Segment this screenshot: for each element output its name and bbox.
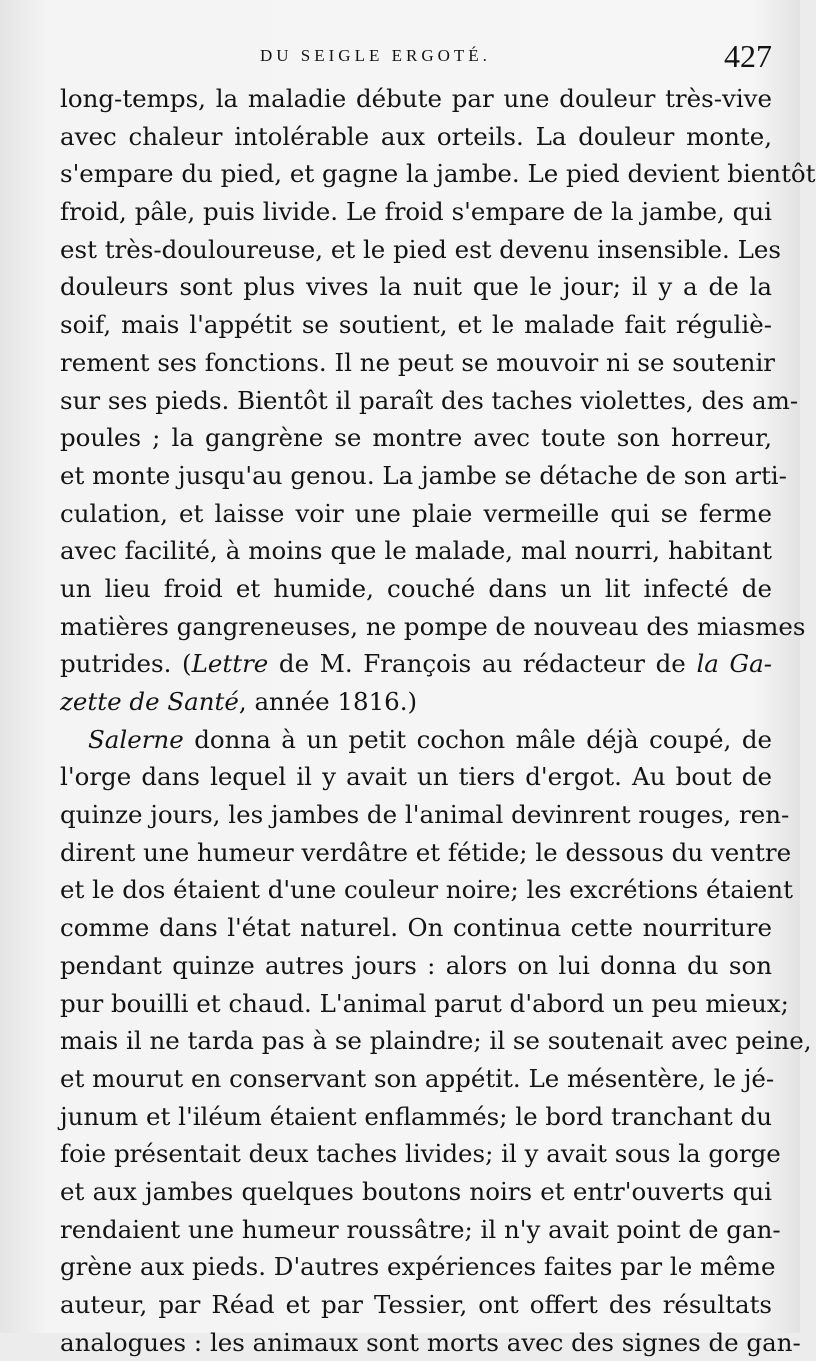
text-segment: de M. François au rédacteur de xyxy=(268,649,697,679)
running-title: DU SEIGLE ERGOTÉ. xyxy=(260,46,491,65)
text-line xyxy=(60,118,772,156)
text-segment: auteur, par Réad et par Tessier, ont offert des résultats xyxy=(60,1290,772,1319)
text-line xyxy=(60,344,776,382)
text-segment: rement ses fonctions. Il ne peut se mouvoir ni se soutenir xyxy=(60,347,776,377)
text-line xyxy=(60,1098,772,1136)
text-line xyxy=(60,1248,776,1286)
text-segment: foie présentait deux taches livides; il y avait sous la gorge xyxy=(60,1139,781,1169)
text-segment: et aux jambes quelques boutons noirs et entr'ouverts qui xyxy=(60,1176,772,1206)
text-line xyxy=(60,231,781,269)
text-segment: et le dos étaient d'une couleur noire; les excrétions étaient xyxy=(60,875,793,905)
text-line xyxy=(60,1286,772,1324)
text-line xyxy=(60,193,772,231)
text-segment: donna à un petit cochon mâle déjà coupé, de xyxy=(183,724,772,754)
text-segment: douleurs sont plus vives la nuit que le jour; il y a de la xyxy=(60,272,772,302)
italic-text: zette de Santé xyxy=(60,687,239,716)
text-line xyxy=(60,382,799,420)
text-segment: putrides. ( xyxy=(60,649,192,679)
text-line xyxy=(60,909,772,947)
text-segment: comme dans l'état naturel. On continua cette nourriture xyxy=(60,913,772,943)
text-line xyxy=(60,155,816,193)
text-line xyxy=(60,721,772,759)
text-segment: mais il ne tarda pas à se plaindre; il se soutenait avec peine, xyxy=(60,1026,812,1056)
text-segment: analogues : les animaux sont morts avec des signes de gan- xyxy=(60,1327,801,1357)
text-segment: et mourut en conservant son appétit. Le mésentère, le jé- xyxy=(60,1063,775,1093)
text-line xyxy=(60,1173,772,1211)
text-segment: , année 1816.) xyxy=(238,687,418,716)
text-segment: l'orge dans lequel il y avait un tiers d'ergot. Au bout de xyxy=(60,762,772,792)
text-line xyxy=(60,495,772,533)
italic-text: la Ga- xyxy=(696,649,772,679)
text-line xyxy=(60,796,790,834)
text-segment: long-temps, la maladie débute par une douleur très-vive xyxy=(60,84,772,113)
text-segment: grène aux pieds. D'autres expériences faites par le même xyxy=(60,1252,776,1282)
text-segment: froid, pâle, puis livide. Le froid s'empare de la jambe, qui xyxy=(60,197,772,227)
text-segment: sur ses pieds. Bientôt il paraît des taches violettes, des am- xyxy=(60,385,799,415)
italic-text: Salerne xyxy=(88,724,184,754)
paragraph xyxy=(60,721,812,1361)
text-line xyxy=(60,1022,812,1060)
text-segment: et monte jusqu'au genou. La jambe se détache de son arti- xyxy=(60,460,787,490)
text-segment: soif, mais l'appétit se soutient, et le malade fait réguliè- xyxy=(60,310,772,340)
page-header xyxy=(60,38,772,78)
text-segment: quinze jours, les jambes de l'animal devinrent rouges, ren- xyxy=(60,800,790,830)
text-segment: un lieu froid et humide, couché dans un lit infecté de xyxy=(60,573,772,603)
text-line xyxy=(60,683,772,721)
text-segment: junum et l'iléum étaient enflammés; le bord tranchant du xyxy=(60,1101,772,1131)
text-line xyxy=(60,419,772,457)
italic-text: Lettre xyxy=(191,649,269,679)
text-line xyxy=(60,1060,775,1098)
text-line xyxy=(60,834,792,872)
text-segment: est très-douloureuse, et le pied est devenu insensible. Les xyxy=(60,234,781,264)
text-segment: rendaient une humeur roussâtre; il n'y avait point de gan- xyxy=(60,1214,781,1244)
paragraph xyxy=(60,80,816,721)
text-line xyxy=(60,1211,781,1249)
text-line xyxy=(60,645,772,683)
text-segment: pur bouilli et chaud. L'animal parut d'abord un peu mieux; xyxy=(60,988,789,1018)
text-segment: avec facilité, à moins que le malade, mal nourri, habitant xyxy=(60,536,772,566)
text-segment: culation, et laisse voir une plaie vermeille qui se ferme xyxy=(60,498,772,528)
text-segment: poules ; la gangrène se montre avec toute son horreur, xyxy=(60,423,772,453)
body-text xyxy=(60,80,816,1361)
text-line xyxy=(60,947,772,985)
text-line xyxy=(60,457,787,495)
text-line xyxy=(60,871,793,909)
text-line xyxy=(60,608,806,646)
text-segment: matières gangreneuses, ne pompe de nouveau des miasmes xyxy=(60,611,806,641)
text-line xyxy=(60,1324,801,1361)
text-line xyxy=(60,570,772,608)
text-line xyxy=(60,1135,781,1173)
text-line xyxy=(60,268,772,306)
text-line xyxy=(60,80,772,118)
text-segment: s'empare du pied, et gagne la jambe. Le pied devient bientôt xyxy=(60,159,816,189)
text-line xyxy=(60,306,772,344)
text-segment: avec chaleur intolérable aux orteils. La douleur monte, xyxy=(60,121,772,151)
text-line xyxy=(60,532,772,570)
text-line xyxy=(60,985,789,1023)
page-number: 427 xyxy=(724,38,772,74)
text-line xyxy=(60,758,772,796)
text-segment: pendant quinze autres jours : alors on lui donna du son xyxy=(60,950,772,980)
text-segment: dirent une humeur verdâtre et fétide; le dessous du ventre xyxy=(60,837,792,867)
